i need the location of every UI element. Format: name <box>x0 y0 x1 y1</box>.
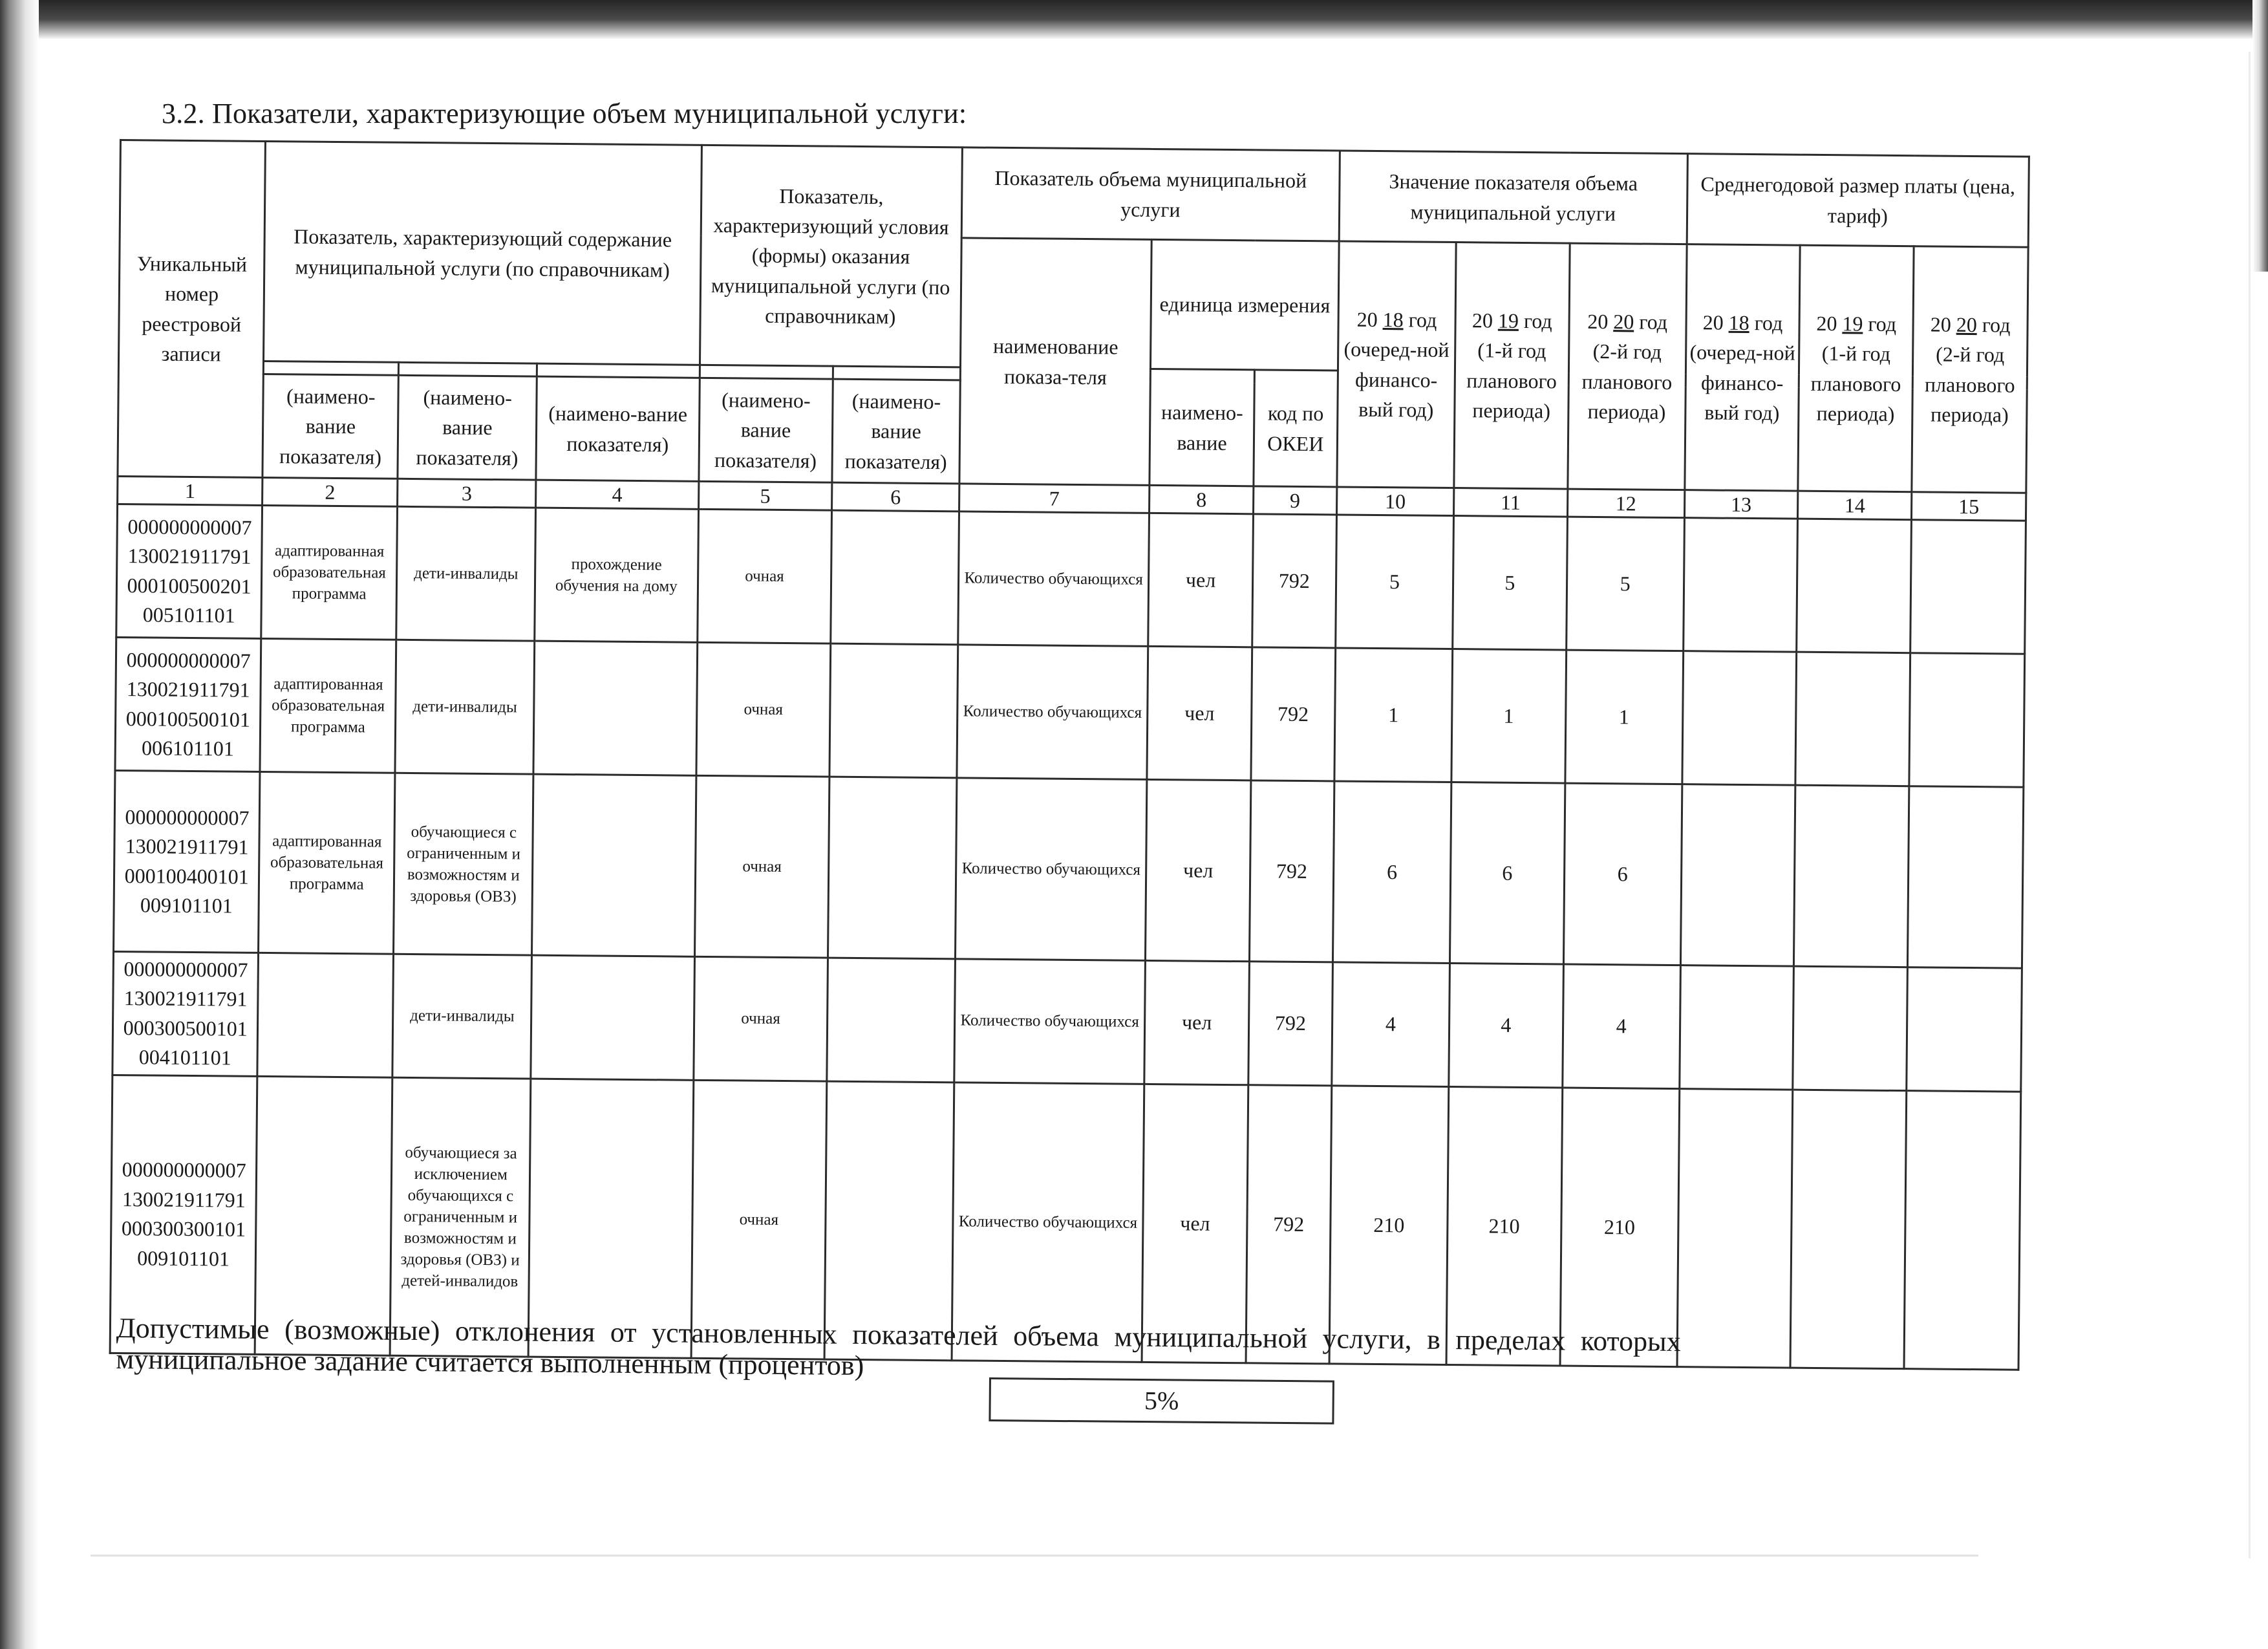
value-year-2: 6 <box>1450 782 1565 965</box>
content-indicator-1: адаптированная образовательная программа <box>261 505 398 640</box>
fee-year-1 <box>1677 1088 1793 1368</box>
value-year-1: 1 <box>1334 648 1453 782</box>
header-fee-year-2: 20 19 год (1-й год планового периода) <box>1798 245 1914 492</box>
registry-number <box>112 951 259 1076</box>
okei-code: 792 <box>1249 781 1334 962</box>
content-indicator-1: адаптированная образовательная программа <box>260 638 396 773</box>
column-number: 4 <box>536 480 699 509</box>
header-unit-code: код по ОКЕИ <box>1254 370 1338 487</box>
column-number: 6 <box>832 482 959 512</box>
header-fee-year-1: 20 18 год (очеред-ной финансо-вый год) <box>1684 244 1800 491</box>
condition-indicator-1: очная <box>693 956 828 1081</box>
column-number: 15 <box>1912 492 2026 521</box>
value-year-1: 210 <box>1329 1086 1449 1365</box>
fee-year-2 <box>1794 785 1909 967</box>
content-indicator-2: дети-инвалиды <box>395 640 535 774</box>
registry-number-line-4: 009101101 <box>140 893 233 918</box>
volume-indicators-table <box>109 139 2030 1370</box>
registry-number-line-1: 000000000007 <box>126 647 251 673</box>
okei-code: 792 <box>1246 1085 1332 1364</box>
registry-number-line-3: 000100500201 <box>127 573 251 598</box>
column-number: 13 <box>1684 490 1798 519</box>
fee-year-2 <box>1790 1090 1907 1369</box>
header-conditions-indicator: Показатель, характеризующий условия (формы) оказания муниципальной услуги (по справочникам) <box>700 145 962 367</box>
column-number: 2 <box>262 477 398 506</box>
column-number: 9 <box>1253 486 1337 515</box>
registry-number-line-3: 000300500101 <box>123 1015 248 1040</box>
table-row <box>116 504 2026 654</box>
indicator-name: Количество обучающихся <box>952 1083 1144 1363</box>
column-number: 5 <box>698 481 832 510</box>
header-blank-5 <box>833 366 961 380</box>
content-indicator-3 <box>533 641 697 775</box>
table-body <box>110 504 2026 1369</box>
header-value-year-2: 20 19 год (1-й год планового периода) <box>1454 242 1570 490</box>
content-indicator-1: адаптированная образовательная программа <box>259 771 395 954</box>
registry-number-line-4: 005101101 <box>142 603 235 627</box>
header-blank-2 <box>399 362 537 376</box>
column-number: 14 <box>1798 491 1912 520</box>
condition-indicator-1: очная <box>696 642 831 777</box>
condition-indicator-1: очная <box>697 509 832 643</box>
value-year-2: 210 <box>1446 1086 1563 1366</box>
okei-code: 792 <box>1248 962 1332 1086</box>
condition-indicator-1: очная <box>694 775 829 958</box>
fee-year-3 <box>1910 520 2026 654</box>
indicator-name: Количество обучающихся <box>957 512 1149 647</box>
registry-number-line-4: 009101101 <box>137 1245 230 1271</box>
content-indicator-2: обучающиеся за исключением обучающихся с ограниченным и возможностям и здоровья (ОВЗ) и детей-инвалидов <box>390 1077 531 1357</box>
column-number: 7 <box>959 484 1150 513</box>
header-naming-4: (наимено-вание показателя) <box>536 376 700 481</box>
fee-year-1 <box>1679 965 1793 1090</box>
column-number: 8 <box>1150 485 1254 513</box>
value-year-1: 6 <box>1332 781 1451 964</box>
deviation-value-box: 5% <box>989 1377 1334 1425</box>
unit-name: чел <box>1146 779 1251 961</box>
column-number: 10 <box>1336 487 1453 516</box>
indicator-name: Количество обучающихся <box>955 778 1147 961</box>
registry-number-line-2: 130021911791 <box>122 1187 246 1212</box>
value-year-3: 6 <box>1563 783 1682 965</box>
content-indicator-2: дети-инвалиды <box>396 506 536 641</box>
registry-number-line-2: 130021911791 <box>125 834 249 859</box>
fee-year-3 <box>1907 967 2022 1092</box>
fee-year-1 <box>1683 518 1798 652</box>
column-number: 11 <box>1453 488 1567 517</box>
header-registry-number: Уникальный номер реестровой записи <box>118 140 266 478</box>
scan-shadow-right <box>2249 52 2251 1558</box>
registry-number-line-2: 130021911791 <box>126 677 250 702</box>
fee-year-1 <box>1682 651 1797 786</box>
header-blank-3 <box>537 363 700 378</box>
unit-name: чел <box>1147 646 1252 780</box>
registry-number-line-1: 000000000007 <box>122 1158 246 1183</box>
value-year-2: 4 <box>1449 964 1563 1088</box>
value-year-1: 4 <box>1332 962 1450 1086</box>
content-indicator-3 <box>532 774 696 956</box>
fee-year-2 <box>1793 966 1907 1090</box>
condition-indicator-2 <box>831 510 959 645</box>
column-number: 1 <box>118 476 263 505</box>
header-average-fee: Среднегодовой размер платы (цена, тариф) <box>1687 154 2029 248</box>
unit-name: чел <box>1142 1084 1248 1363</box>
header-naming-5: (наимено-вание показателя) <box>698 378 833 482</box>
value-year-3: 4 <box>1562 964 1680 1088</box>
table-row <box>112 951 2022 1092</box>
registry-number <box>116 504 262 638</box>
content-indicator-1 <box>257 953 394 1077</box>
fee-year-2 <box>1797 519 1912 653</box>
content-indicator-3 <box>531 955 694 1080</box>
fee-year-2 <box>1795 652 1910 786</box>
fee-year-3 <box>1904 1090 2021 1370</box>
value-year-1: 5 <box>1336 515 1454 649</box>
header-value-year-3: 20 20 год (2-й год планового периода) <box>1567 243 1686 490</box>
registry-number <box>114 770 261 953</box>
unit-name: чел <box>1148 513 1253 647</box>
scan-shadow-bottom <box>91 1555 1978 1557</box>
header-naming-2: (наимено-вание показателя) <box>262 374 398 479</box>
header-naming-3: (наимено-вание показателя) <box>398 375 537 480</box>
content-indicator-3: прохождение обучения на дому <box>535 508 698 642</box>
okei-code: 792 <box>1251 647 1336 781</box>
scan-edge-left <box>0 0 39 1649</box>
header-volume-value: Значение показателя объема муниципальной услуги <box>1339 151 1687 244</box>
value-year-2: 5 <box>1453 516 1568 651</box>
fee-year-1 <box>1680 784 1795 967</box>
header-blank-1 <box>264 361 399 375</box>
content-indicator-2: дети-инвалиды <box>392 954 532 1079</box>
scan-edge-right <box>2252 0 2268 272</box>
scan-edge-top <box>0 0 2268 39</box>
registry-number-line-3: 000100400101 <box>124 863 249 889</box>
header-indicator-name: наименование показа-теля <box>959 238 1152 486</box>
registry-number-line-4: 006101101 <box>141 736 235 760</box>
value-year-2: 1 <box>1451 649 1567 784</box>
registry-number-line-1: 000000000007 <box>127 514 252 539</box>
header-content-indicator: Показатель, характеризующий содержание муниципальной услуги (по справочникам) <box>264 141 701 365</box>
registry-number-line-1: 000000000007 <box>125 804 250 830</box>
value-year-3: 1 <box>1565 650 1684 784</box>
fee-year-3 <box>1908 786 2024 969</box>
column-number: 3 <box>398 479 536 508</box>
registry-number-line-3: 000100500101 <box>125 706 251 731</box>
header-blank-4 <box>700 365 833 379</box>
header-fee-year-3: 20 20 год (2-й год планового периода) <box>1912 246 2028 493</box>
deviation-description: Допустимые (возможные) отклонения от установленных показателей объема муниципальной услуги, в пределах которых муниципальное задание считается выполненным (процентов) <box>116 1312 1681 1381</box>
registry-number <box>115 637 261 771</box>
header-value-year-1: 20 18 год (очеред-ной финансо-вый год) <box>1337 241 1456 488</box>
registry-number-line-1: 000000000007 <box>123 957 248 982</box>
table-row <box>114 770 2024 968</box>
fee-year-3 <box>1909 653 2025 788</box>
registry-number-line-2: 130021911791 <box>123 986 248 1011</box>
unit-name: чел <box>1144 960 1249 1084</box>
header-naming-6: (наимено-вание показателя) <box>832 379 960 484</box>
header-unit: единица измерения <box>1151 239 1339 371</box>
value-year-3: 210 <box>1560 1088 1680 1367</box>
registry-number-line-2: 130021911791 <box>127 544 251 568</box>
indicator-name: Количество обучающихся <box>954 959 1146 1084</box>
value-year-3: 5 <box>1566 517 1684 651</box>
page-title: 3.2. Показатели, характеризующие объем муниципальной услуги: <box>162 98 967 129</box>
table-row <box>115 637 2025 787</box>
registry-number-line-4: 004101101 <box>138 1045 231 1070</box>
condition-indicator-2 <box>828 777 957 959</box>
content-indicator-2: обучающиеся с ограниченным и возможностям и здоровья (ОВЗ) <box>394 773 533 955</box>
header-unit-name: наимено-вание <box>1150 369 1254 486</box>
condition-indicator-2 <box>827 958 955 1082</box>
condition-indicator-2 <box>829 643 957 778</box>
registry-number-line-3: 000300300101 <box>121 1216 246 1242</box>
indicator-name: Количество обучающихся <box>957 645 1148 780</box>
condition-indicator-1: очная <box>691 1080 828 1359</box>
header-volume-indicator: Показатель объема муниципальной услуги <box>961 147 1340 241</box>
column-number: 12 <box>1567 489 1684 518</box>
okei-code: 792 <box>1252 514 1336 648</box>
